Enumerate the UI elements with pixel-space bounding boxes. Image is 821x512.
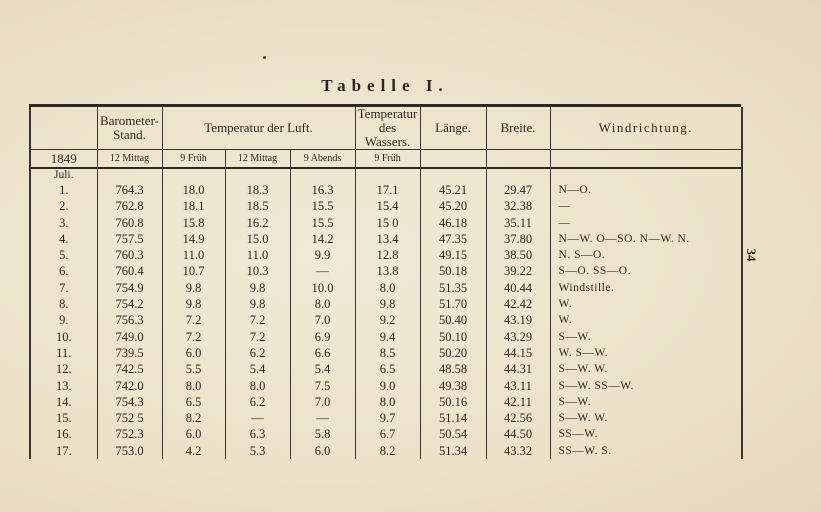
laenge-cell: 50.54 (420, 426, 486, 442)
wind-cell: S—W. (550, 394, 742, 410)
breite-cell: 43.32 (486, 443, 550, 459)
table-row (30, 312, 742, 328)
air-9-abends-cell: 10.0 (290, 280, 355, 296)
air-12-mittag-cell: — (225, 410, 290, 426)
air-12-mittag-cell: 7.2 (225, 329, 290, 345)
wind-cell: N—O. (550, 182, 742, 198)
breite-cell: 43.11 (486, 378, 550, 394)
day-cell: 8. (30, 296, 97, 312)
air-9-abends-cell: 15.5 (290, 198, 355, 214)
subheader-breite-empty (486, 150, 550, 169)
table-row (30, 410, 742, 426)
laenge-cell: 48.58 (420, 361, 486, 377)
subheader-air-9-abends: 9 Abends (290, 150, 355, 169)
subheader-wind-empty (550, 150, 742, 169)
water-temp-cell: 9.0 (355, 378, 420, 394)
table-row (30, 182, 742, 198)
air-12-mittag-cell: 9.8 (225, 296, 290, 312)
air-12-mittag-cell: 6.2 (225, 394, 290, 410)
water-temp-cell: 17.1 (355, 182, 420, 198)
breite-cell: 35.11 (486, 215, 550, 231)
water-temp-cell: 13.4 (355, 231, 420, 247)
day-cell: 16. (30, 426, 97, 442)
air-9-abends-cell: 16.3 (290, 182, 355, 198)
table-row (30, 215, 742, 231)
laenge-cell: 50.40 (420, 312, 486, 328)
barometer-cell: 760.4 (97, 263, 162, 279)
air-9-frueh-cell: 14.9 (162, 231, 225, 247)
day-cell: 7. (30, 280, 97, 296)
air-9-frueh-cell: 6.5 (162, 394, 225, 410)
water-temp-cell: 9.2 (355, 312, 420, 328)
subheader-laenge-empty (420, 150, 486, 169)
air-12-mittag-cell: 15.0 (225, 231, 290, 247)
laenge-cell: 46.18 (420, 215, 486, 231)
table-row (30, 394, 742, 410)
air-9-abends-cell: — (290, 263, 355, 279)
wind-cell: S—W. W. (550, 361, 742, 377)
air-9-abends-cell: 5.4 (290, 361, 355, 377)
air-9-frueh-cell: 4.2 (162, 443, 225, 459)
header-laenge: Länge. (420, 107, 486, 150)
breite-cell: 44.15 (486, 345, 550, 361)
air-9-abends-cell: 5.8 (290, 426, 355, 442)
air-9-abends-cell: 14.2 (290, 231, 355, 247)
laenge-cell: 51.35 (420, 280, 486, 296)
subheader-barometer-time: 12 Mittag (97, 150, 162, 169)
barometer-cell: 752.3 (97, 426, 162, 442)
water-temp-cell: 12.8 (355, 247, 420, 263)
month-row (30, 168, 742, 182)
water-temp-cell: 15.4 (355, 198, 420, 214)
air-12-mittag-cell: 9.8 (225, 280, 290, 296)
air-12-mittag-cell: 5.4 (225, 361, 290, 377)
laenge-cell: 51.14 (420, 410, 486, 426)
laenge-cell: 50.18 (420, 263, 486, 279)
air-9-frueh-cell: 8.2 (162, 410, 225, 426)
day-cell: 15. (30, 410, 97, 426)
breite-cell: 44.50 (486, 426, 550, 442)
water-temp-cell: 8.2 (355, 443, 420, 459)
breite-cell: 43.19 (486, 312, 550, 328)
header-row (30, 107, 742, 150)
breite-cell: 43.29 (486, 329, 550, 345)
laenge-cell: 51.34 (420, 443, 486, 459)
laenge-cell: 50.10 (420, 329, 486, 345)
barometer-cell: 754.2 (97, 296, 162, 312)
breite-cell: 32.38 (486, 198, 550, 214)
table-row (30, 345, 742, 361)
wind-cell: Windstille. (550, 280, 742, 296)
day-cell: 2. (30, 198, 97, 214)
air-9-frueh-cell: 11.0 (162, 247, 225, 263)
air-12-mittag-cell: 6.2 (225, 345, 290, 361)
header-air-temp: Temperatur der Luft. (162, 107, 355, 150)
wind-cell: S—O. SS—O. (550, 263, 742, 279)
barometer-cell: 757.5 (97, 231, 162, 247)
laenge-cell: 49.38 (420, 378, 486, 394)
laenge-cell: 51.70 (420, 296, 486, 312)
air-9-abends-cell: — (290, 410, 355, 426)
wind-cell: S—W. (550, 329, 742, 345)
table-row (30, 280, 742, 296)
laenge-cell: 50.16 (420, 394, 486, 410)
air-9-abends-cell: 7.5 (290, 378, 355, 394)
air-9-abends-cell: 8.0 (290, 296, 355, 312)
air-9-frueh-cell: 18.0 (162, 182, 225, 198)
day-cell: 17. (30, 443, 97, 459)
day-cell: 6. (30, 263, 97, 279)
breite-cell: 42.56 (486, 410, 550, 426)
table-row (30, 329, 742, 345)
air-12-mittag-cell: 5.3 (225, 443, 290, 459)
day-cell: 14. (30, 394, 97, 410)
wind-cell: — (550, 198, 742, 214)
air-9-abends-cell: 6.6 (290, 345, 355, 361)
air-9-frueh-cell: 9.8 (162, 280, 225, 296)
air-9-frueh-cell: 9.8 (162, 296, 225, 312)
laenge-cell: 49.15 (420, 247, 486, 263)
laenge-cell: 45.21 (420, 182, 486, 198)
air-9-frueh-cell: 7.2 (162, 329, 225, 345)
barometer-cell: 754.9 (97, 280, 162, 296)
day-cell: 3. (30, 215, 97, 231)
wind-cell: SS—W. S. (550, 443, 742, 459)
header-day-cell (30, 107, 97, 150)
header-wind: Windrichtung. (550, 107, 742, 150)
breite-cell: 42.42 (486, 296, 550, 312)
air-12-mittag-cell: 7.2 (225, 312, 290, 328)
air-12-mittag-cell: 18.5 (225, 198, 290, 214)
air-9-frueh-cell: 10.7 (162, 263, 225, 279)
water-temp-cell: 13.8 (355, 263, 420, 279)
table-row (30, 426, 742, 442)
breite-cell: 42.11 (486, 394, 550, 410)
wind-cell: N. S—O. (550, 247, 742, 263)
table-row (30, 198, 742, 214)
air-12-mittag-cell: 18.3 (225, 182, 290, 198)
water-temp-cell: 8.0 (355, 394, 420, 410)
breite-cell: 38.50 (486, 247, 550, 263)
barometer-cell: 760.3 (97, 247, 162, 263)
water-temp-cell: 9.7 (355, 410, 420, 426)
page-number: 34 (744, 248, 759, 262)
water-temp-cell: 8.0 (355, 280, 420, 296)
barometer-cell: 742.5 (97, 361, 162, 377)
air-9-frueh-cell: 6.0 (162, 345, 225, 361)
wind-cell: N—W. O—SO. N—W. N. (550, 231, 742, 247)
water-temp-cell: 6.5 (355, 361, 420, 377)
wind-cell: S—W. SS—W. (550, 378, 742, 394)
day-cell: 4. (30, 231, 97, 247)
water-temp-cell: 9.4 (355, 329, 420, 345)
air-9-abends-cell: 15.5 (290, 215, 355, 231)
water-temp-cell: 8.5 (355, 345, 420, 361)
table-row (30, 378, 742, 394)
table-row (30, 296, 742, 312)
breite-cell: 37.80 (486, 231, 550, 247)
laenge-cell: 50.20 (420, 345, 486, 361)
air-12-mittag-cell: 11.0 (225, 247, 290, 263)
air-9-frueh-cell: 5.5 (162, 361, 225, 377)
air-12-mittag-cell: 16.2 (225, 215, 290, 231)
air-9-frueh-cell: 7.2 (162, 312, 225, 328)
subheader-air-12-mittag: 12 Mittag (225, 150, 290, 169)
day-cell: 10. (30, 329, 97, 345)
barometer-cell: 754.3 (97, 394, 162, 410)
subheader-row (30, 150, 742, 169)
ink-dot (263, 56, 266, 59)
table-row (30, 247, 742, 263)
wind-cell: W. (550, 312, 742, 328)
air-12-mittag-cell: 8.0 (225, 378, 290, 394)
day-cell: 13. (30, 378, 97, 394)
subheader-water-9-frueh: 9 Früh (355, 150, 420, 169)
air-9-abends-cell: 9.9 (290, 247, 355, 263)
breite-cell: 39.22 (486, 263, 550, 279)
water-temp-cell: 9.8 (355, 296, 420, 312)
air-12-mittag-cell: 6.3 (225, 426, 290, 442)
table-row (30, 263, 742, 279)
day-cell: 9. (30, 312, 97, 328)
barometer-cell: 764.3 (97, 182, 162, 198)
day-cell: 5. (30, 247, 97, 263)
wind-cell: W. (550, 296, 742, 312)
barometer-cell: 752 5 (97, 410, 162, 426)
barometer-cell: 760.8 (97, 215, 162, 231)
laenge-cell: 45.20 (420, 198, 486, 214)
subheader-year: 1849 (30, 150, 97, 169)
air-9-frueh-cell: 8.0 (162, 378, 225, 394)
page-title: Tabelle I. (321, 76, 449, 95)
air-9-frueh-cell: 6.0 (162, 426, 225, 442)
day-cell: 11. (30, 345, 97, 361)
table-row (30, 361, 742, 377)
header-water-temp: Temperatur des Wassers. (355, 107, 420, 150)
day-cell: 1. (30, 182, 97, 198)
laenge-cell: 47.35 (420, 231, 486, 247)
breite-cell: 44.31 (486, 361, 550, 377)
water-temp-cell: 15 0 (355, 215, 420, 231)
subheader-air-9-frueh: 9 Früh (162, 150, 225, 169)
table-row (30, 443, 742, 459)
wind-cell: W. S—W. (550, 345, 742, 361)
month-label: Juli. (30, 168, 97, 182)
wind-cell: SS—W. (550, 426, 742, 442)
barometer-cell: 762.8 (97, 198, 162, 214)
barometer-cell: 753.0 (97, 443, 162, 459)
air-9-abends-cell: 6.9 (290, 329, 355, 345)
table-row (30, 231, 742, 247)
day-cell: 12. (30, 361, 97, 377)
data-table (29, 104, 741, 458)
wind-cell: S—W. W. (550, 410, 742, 426)
barometer-cell: 756.3 (97, 312, 162, 328)
air-9-abends-cell: 7.0 (290, 394, 355, 410)
wind-cell: — (550, 215, 742, 231)
breite-cell: 29.47 (486, 182, 550, 198)
barometer-cell: 739.5 (97, 345, 162, 361)
header-breite: Breite. (486, 107, 550, 150)
barometer-cell: 749.0 (97, 329, 162, 345)
barometer-cell: 742.0 (97, 378, 162, 394)
header-barometer: Barometer-Stand. (97, 107, 162, 150)
air-9-frueh-cell: 18.1 (162, 198, 225, 214)
air-9-abends-cell: 7.0 (290, 312, 355, 328)
air-9-frueh-cell: 15.8 (162, 215, 225, 231)
air-12-mittag-cell: 10.3 (225, 263, 290, 279)
breite-cell: 40.44 (486, 280, 550, 296)
water-temp-cell: 6.7 (355, 426, 420, 442)
air-9-abends-cell: 6.0 (290, 443, 355, 459)
